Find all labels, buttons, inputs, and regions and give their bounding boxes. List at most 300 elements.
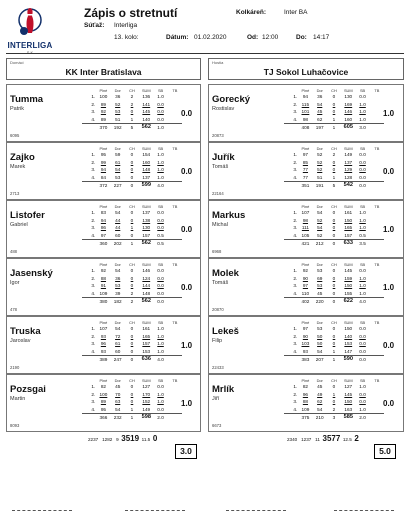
- lane-row: [82, 406, 182, 414]
- player-match-points: 1.0: [383, 109, 395, 118]
- lane-cell: 3.: [293, 225, 298, 231]
- signature-line: [334, 510, 394, 511]
- lane-cell: 0.0: [359, 174, 366, 180]
- player-total-row: [82, 239, 182, 247]
- column-header: Dor: [114, 261, 121, 267]
- lane-cell: 36: [317, 94, 323, 100]
- lane-cell: 51: [317, 174, 323, 180]
- lane-cell: 100: [99, 94, 108, 100]
- throws-table: [82, 261, 202, 305]
- column-header: SUM: [141, 87, 151, 93]
- column-header: SUM: [141, 145, 151, 151]
- lane-cell: 1: [130, 406, 134, 412]
- lane-cell: 72: [115, 333, 121, 339]
- lane-cell: 53: [317, 283, 323, 289]
- lane-cell: 1.0: [359, 210, 366, 216]
- lane-cell: 145: [344, 268, 353, 274]
- throws-table: [82, 319, 202, 363]
- total-cell: [168, 181, 182, 189]
- player-total-row: [284, 181, 384, 189]
- lane-cell: 0.0: [359, 333, 366, 339]
- player-match-points: 0.0: [181, 225, 193, 234]
- lane-cell: 138: [142, 217, 151, 223]
- column-header: SUM: [141, 203, 151, 209]
- signature-line: [125, 510, 185, 511]
- column-header: CH: [129, 319, 135, 325]
- column-header: SB: [157, 203, 164, 209]
- player-first-name: Tomáš: [212, 164, 229, 170]
- lane-cell: 0.0: [157, 290, 164, 296]
- lane-cell: 0.0: [157, 225, 164, 231]
- lane-cell: 0.5: [359, 232, 366, 238]
- lane-cell: 1.: [91, 152, 96, 158]
- total-cell: [370, 239, 384, 247]
- lane-cell: 136: [142, 94, 151, 100]
- home-team-name: KK Inter Bratislava: [65, 67, 142, 77]
- lane-cell: 3.: [91, 399, 96, 405]
- lane-cell: 3.: [293, 109, 298, 115]
- lane-cell: 1: [130, 116, 134, 122]
- lane-cell: [168, 340, 182, 348]
- player-registration-number: 478: [10, 307, 17, 312]
- column-header: Dor: [316, 145, 323, 151]
- lane-cell: 0: [130, 399, 134, 405]
- lane-cell: 1.: [91, 210, 96, 216]
- total-cell: 4.0: [153, 181, 167, 189]
- column-header: TB: [374, 319, 380, 325]
- total-cell: [370, 297, 384, 305]
- lane-cell: 109: [99, 290, 108, 296]
- lane-row: [284, 391, 384, 399]
- lane-cell: 1.: [293, 384, 298, 390]
- lane-cell: 3.: [91, 167, 96, 173]
- do-label: Do:: [296, 34, 307, 41]
- lane-cell: [370, 217, 384, 225]
- lane-cell: 0: [130, 333, 134, 339]
- total-cell: 389: [96, 355, 110, 363]
- total-cell: [370, 123, 384, 131]
- lane-cell: [370, 116, 384, 124]
- home-total-sb: 11.5: [141, 437, 151, 442]
- do-value: 14:17: [313, 34, 330, 41]
- away-total-dor: 1237: [301, 437, 312, 442]
- total-cell: 5: [327, 181, 341, 189]
- player-registration-number: 6673: [212, 423, 222, 428]
- home-total-sum: 3519: [121, 434, 140, 443]
- lane-cell: [370, 290, 384, 298]
- lane-cell: 0.5: [157, 232, 164, 238]
- lane-cell: 54: [115, 406, 121, 412]
- lane-cell: 2.: [91, 391, 96, 397]
- lane-cell: 3.: [91, 109, 96, 115]
- lane-cell: 0: [130, 391, 134, 397]
- lane-cell: 0: [130, 348, 134, 354]
- lane-cell: 2.: [293, 101, 298, 107]
- total-cell: [82, 297, 96, 305]
- away-team-name: TJ Sokol Luhačovice: [263, 67, 349, 77]
- lane-cell: [370, 275, 384, 283]
- player-last-name: Mrlík: [212, 384, 235, 395]
- lane-cell: 115: [301, 101, 310, 107]
- lane-cell: 36: [115, 94, 121, 100]
- lane-cell: [370, 282, 384, 290]
- player-last-name: Lekeš: [212, 326, 239, 337]
- lane-cell: 1.0: [157, 159, 164, 165]
- player-last-name: Listofer: [10, 210, 45, 221]
- lane-cell: 0: [332, 399, 336, 405]
- column-header: Plné: [301, 145, 310, 151]
- lane-cell: 54: [115, 167, 121, 173]
- lane-row: [284, 108, 384, 116]
- signature-line: [12, 510, 72, 511]
- lane-cell: 97: [100, 232, 107, 238]
- lane-cell: 1: [130, 225, 134, 231]
- total-cell: [82, 239, 96, 247]
- total-cell: 366: [96, 413, 110, 421]
- lane-cell: 82: [100, 384, 107, 390]
- total-cell: 247: [111, 355, 125, 363]
- total-cell: 0: [125, 355, 139, 363]
- lane-cell: 3.: [293, 283, 298, 289]
- lane-cell: 141: [142, 101, 151, 107]
- player-last-name: Truska: [10, 326, 41, 337]
- lane-row: [82, 282, 182, 290]
- total-cell: 3.5: [355, 239, 369, 247]
- lane-cell: [370, 108, 384, 116]
- page-title: Zápis o stretnutí: [84, 6, 178, 20]
- lane-cell: 137: [142, 210, 151, 216]
- column-header: CH: [331, 145, 337, 151]
- lane-row: [284, 151, 384, 159]
- lane-row: [82, 217, 182, 225]
- lane-row: [284, 217, 384, 225]
- total-cell: 375: [298, 413, 312, 421]
- lane-cell: 89: [100, 399, 107, 405]
- lane-cell: 88: [302, 399, 309, 405]
- away-player-block: [208, 316, 404, 374]
- column-header: Plné: [99, 145, 108, 151]
- lane-cell: 0: [130, 268, 134, 274]
- lane-cell: [168, 151, 182, 159]
- total-cell: 212: [313, 239, 327, 247]
- lane-cell: 51: [115, 116, 121, 122]
- away-player-block: [208, 84, 404, 142]
- total-cell: 191: [313, 181, 327, 189]
- column-header: TB: [172, 145, 178, 151]
- lane-cell: 2.: [293, 217, 298, 223]
- column-header: SB: [157, 377, 164, 383]
- lane-cell: 0: [332, 268, 336, 274]
- lane-cell: 0: [332, 290, 336, 296]
- lane-cell: 1: [332, 348, 336, 354]
- lane-cell: 90: [302, 333, 309, 339]
- away-total-ch: 11: [315, 437, 320, 442]
- total-cell: [168, 297, 182, 305]
- home-player-block: [6, 84, 201, 142]
- lane-cell: 62: [317, 399, 323, 405]
- lane-cell: 62: [317, 116, 323, 122]
- total-cell: 4.0: [355, 297, 369, 305]
- player-first-name: Martin: [10, 396, 26, 402]
- total-cell: 585: [341, 413, 355, 421]
- column-header: SUM: [343, 319, 353, 325]
- total-cell: [370, 355, 384, 363]
- lane-cell: 39: [115, 290, 121, 296]
- lane-cell: [168, 406, 182, 414]
- lane-cell: 137: [142, 174, 151, 180]
- column-header: Plné: [99, 319, 108, 325]
- lane-cell: 54: [115, 326, 121, 332]
- column-header: TB: [374, 203, 380, 209]
- player-first-name: Jaroslav: [10, 338, 31, 344]
- column-header: CH: [129, 145, 135, 151]
- column-header: Dor: [316, 203, 323, 209]
- lane-cell: 49: [317, 391, 323, 397]
- lane-cell: 0.0: [359, 268, 366, 274]
- lane-cell: 3.: [293, 399, 298, 405]
- lane-cell: 83: [100, 210, 107, 216]
- total-cell: 562: [139, 297, 153, 305]
- lane-cell: 154: [142, 152, 151, 158]
- lane-cell: 0.0: [359, 348, 366, 354]
- column-header: Plné: [301, 87, 310, 93]
- lane-cell: [370, 383, 384, 391]
- sutaz-label: Súťaž:: [84, 22, 105, 29]
- lane-cell: 0: [130, 283, 134, 289]
- total-cell: 542: [341, 181, 355, 189]
- player-registration-number: 6968: [212, 249, 222, 254]
- lane-cell: 2.: [91, 217, 96, 223]
- column-header: TB: [172, 319, 178, 325]
- lane-cell: 0: [130, 174, 134, 180]
- away-player-block: [208, 374, 404, 432]
- player-registration-number: 8093: [10, 423, 20, 428]
- lane-cell: 1.0: [157, 391, 164, 397]
- lane-row: [82, 108, 182, 116]
- home-score: 3.0: [175, 444, 197, 459]
- lane-cell: [168, 108, 182, 116]
- lane-cell: 161: [142, 326, 151, 332]
- lane-cell: [168, 159, 182, 167]
- home-player-block: [6, 258, 201, 316]
- lane-cell: 0.0: [359, 94, 366, 100]
- lane-cell: 70: [115, 391, 121, 397]
- lane-cell: 150: [344, 326, 353, 332]
- player-total-row: [82, 181, 182, 189]
- lane-cell: [370, 151, 384, 159]
- lane-cell: 53: [115, 109, 121, 115]
- total-cell: [284, 123, 298, 131]
- lane-cell: 50: [317, 341, 323, 347]
- lane-cell: 44: [115, 225, 121, 231]
- lane-cell: 107: [99, 326, 108, 332]
- lane-cell: 4.: [91, 116, 96, 122]
- lane-row: [284, 333, 384, 341]
- lane-cell: 150: [344, 283, 353, 289]
- total-cell: 351: [298, 181, 312, 189]
- player-match-points: 1.0: [181, 399, 193, 408]
- lane-cell: 163: [344, 406, 353, 412]
- lane-row: [284, 159, 384, 167]
- column-header: Plné: [99, 87, 108, 93]
- lane-cell: 95: [100, 152, 107, 158]
- lane-row: [82, 275, 182, 283]
- lane-cell: 1.0: [359, 217, 366, 223]
- lane-cell: 157: [344, 232, 353, 238]
- lane-cell: 0: [130, 109, 134, 115]
- total-cell: 599: [139, 181, 153, 189]
- lane-cell: 97: [302, 326, 309, 332]
- lane-cell: 1.: [91, 268, 96, 274]
- total-cell: [82, 355, 96, 363]
- player-match-points: 1.0: [383, 225, 395, 234]
- player-match-points: 0.0: [181, 167, 193, 176]
- total-cell: 590: [341, 355, 355, 363]
- lane-cell: 54: [317, 101, 323, 107]
- lane-cell: 98: [302, 116, 309, 122]
- lane-cell: 146: [142, 268, 151, 274]
- player-match-points: 1.0: [383, 283, 395, 292]
- player-first-name: Filip: [212, 338, 223, 344]
- lane-cell: 1.0: [157, 333, 164, 339]
- lane-cell: 1: [332, 391, 336, 397]
- total-cell: 562: [139, 239, 153, 247]
- lane-cell: 45: [317, 290, 323, 296]
- lane-cell: [168, 101, 182, 109]
- total-cell: [284, 239, 298, 247]
- lane-cell: 0: [332, 109, 336, 115]
- lane-cell: 100: [99, 391, 108, 397]
- lane-cell: [370, 166, 384, 174]
- lane-cell: 2: [130, 290, 134, 296]
- lane-cell: 1.: [293, 210, 298, 216]
- home-team-header: [6, 58, 201, 80]
- lane-cell: 0.0: [359, 326, 366, 332]
- column-header: Dor: [316, 261, 323, 267]
- lane-cell: 0.0: [157, 101, 164, 107]
- throws-table: [284, 145, 404, 189]
- total-cell: 2: [125, 297, 139, 305]
- column-header: TB: [172, 261, 178, 267]
- player-first-name: Michal: [212, 222, 228, 228]
- column-header: TB: [172, 87, 178, 93]
- lane-cell: 2: [332, 152, 336, 158]
- lane-cell: 2.: [91, 333, 96, 339]
- lane-cell: 0.0: [359, 152, 366, 158]
- total-cell: 192: [111, 123, 125, 131]
- throws-table: [284, 261, 404, 305]
- lane-cell: 0.0: [359, 159, 366, 165]
- player-registration-number: 2713: [10, 191, 20, 196]
- column-header: Plné: [301, 261, 310, 267]
- lane-cell: 52: [317, 152, 323, 158]
- total-cell: [168, 239, 182, 247]
- lane-cell: 140: [344, 333, 353, 339]
- home-player-block: [6, 142, 201, 200]
- lane-cell: 1: [332, 174, 336, 180]
- total-cell: 598: [139, 413, 153, 421]
- lane-cell: 2: [130, 94, 134, 100]
- lane-cell: 153: [344, 341, 353, 347]
- column-header: CH: [331, 87, 337, 93]
- column-header: SUM: [343, 145, 353, 151]
- interliga-logo: [6, 5, 54, 55]
- lane-cell: 0.0: [157, 384, 164, 390]
- lane-cell: 89: [100, 101, 107, 107]
- lane-cell: 92: [100, 268, 107, 274]
- total-cell: [168, 355, 182, 363]
- total-cell: [168, 123, 182, 131]
- column-header: TB: [374, 145, 380, 151]
- lane-cell: 90: [302, 275, 309, 281]
- total-cell: 562: [139, 123, 153, 131]
- lane-cell: 1.0: [157, 399, 164, 405]
- column-header: Plné: [99, 261, 108, 267]
- column-header: Dor: [316, 319, 323, 325]
- lane-cell: 54: [115, 268, 121, 274]
- bowling-pin-logo-icon: [18, 5, 42, 41]
- lane-cell: 0: [332, 384, 336, 390]
- kolo-value: 13. kolo:: [114, 34, 139, 41]
- lane-cell: 4.: [293, 174, 298, 180]
- total-cell: 1: [125, 239, 139, 247]
- lane-row: [284, 166, 384, 174]
- column-header: SB: [359, 377, 366, 383]
- total-cell: 372: [96, 181, 110, 189]
- lane-cell: 150: [344, 217, 353, 223]
- total-cell: 370: [96, 123, 110, 131]
- home-label: Domáci: [10, 60, 24, 65]
- throws-table: [82, 87, 202, 131]
- lane-row: [82, 340, 182, 348]
- lane-row: [284, 383, 384, 391]
- lane-cell: [370, 174, 384, 182]
- datum-value: 01.02.2020: [194, 34, 227, 41]
- lane-cell: 148: [142, 167, 151, 173]
- lane-cell: [168, 282, 182, 290]
- lane-cell: 103: [301, 341, 310, 347]
- lane-cell: 127: [142, 384, 151, 390]
- lane-cell: 0: [332, 232, 336, 238]
- lane-cell: 124: [142, 275, 151, 281]
- lane-cell: 0.0: [359, 391, 366, 397]
- total-cell: [370, 413, 384, 421]
- lane-cell: 3.: [91, 283, 96, 289]
- lane-cell: [370, 159, 384, 167]
- lane-cell: 4.: [91, 406, 96, 412]
- away-totals: [287, 434, 359, 443]
- lane-cell: 94: [100, 217, 107, 223]
- total-cell: 380: [96, 297, 110, 305]
- total-cell: 421: [298, 239, 312, 247]
- column-header: SB: [157, 145, 164, 151]
- lane-cell: 0: [130, 384, 134, 390]
- column-header: Dor: [114, 319, 121, 325]
- total-cell: 182: [111, 297, 125, 305]
- throws-table: [82, 377, 202, 421]
- column-header: TB: [172, 377, 178, 383]
- lane-cell: [370, 406, 384, 414]
- lane-cell: 0.0: [157, 217, 164, 223]
- lane-row: [82, 174, 182, 182]
- column-header: CH: [129, 87, 135, 93]
- column-header: SB: [157, 261, 164, 267]
- home-total-tb: 0: [152, 434, 158, 443]
- lane-cell: 52: [115, 101, 121, 107]
- column-header: TB: [374, 377, 380, 383]
- total-cell: 0.0: [355, 181, 369, 189]
- od-value: 12:00: [262, 34, 279, 41]
